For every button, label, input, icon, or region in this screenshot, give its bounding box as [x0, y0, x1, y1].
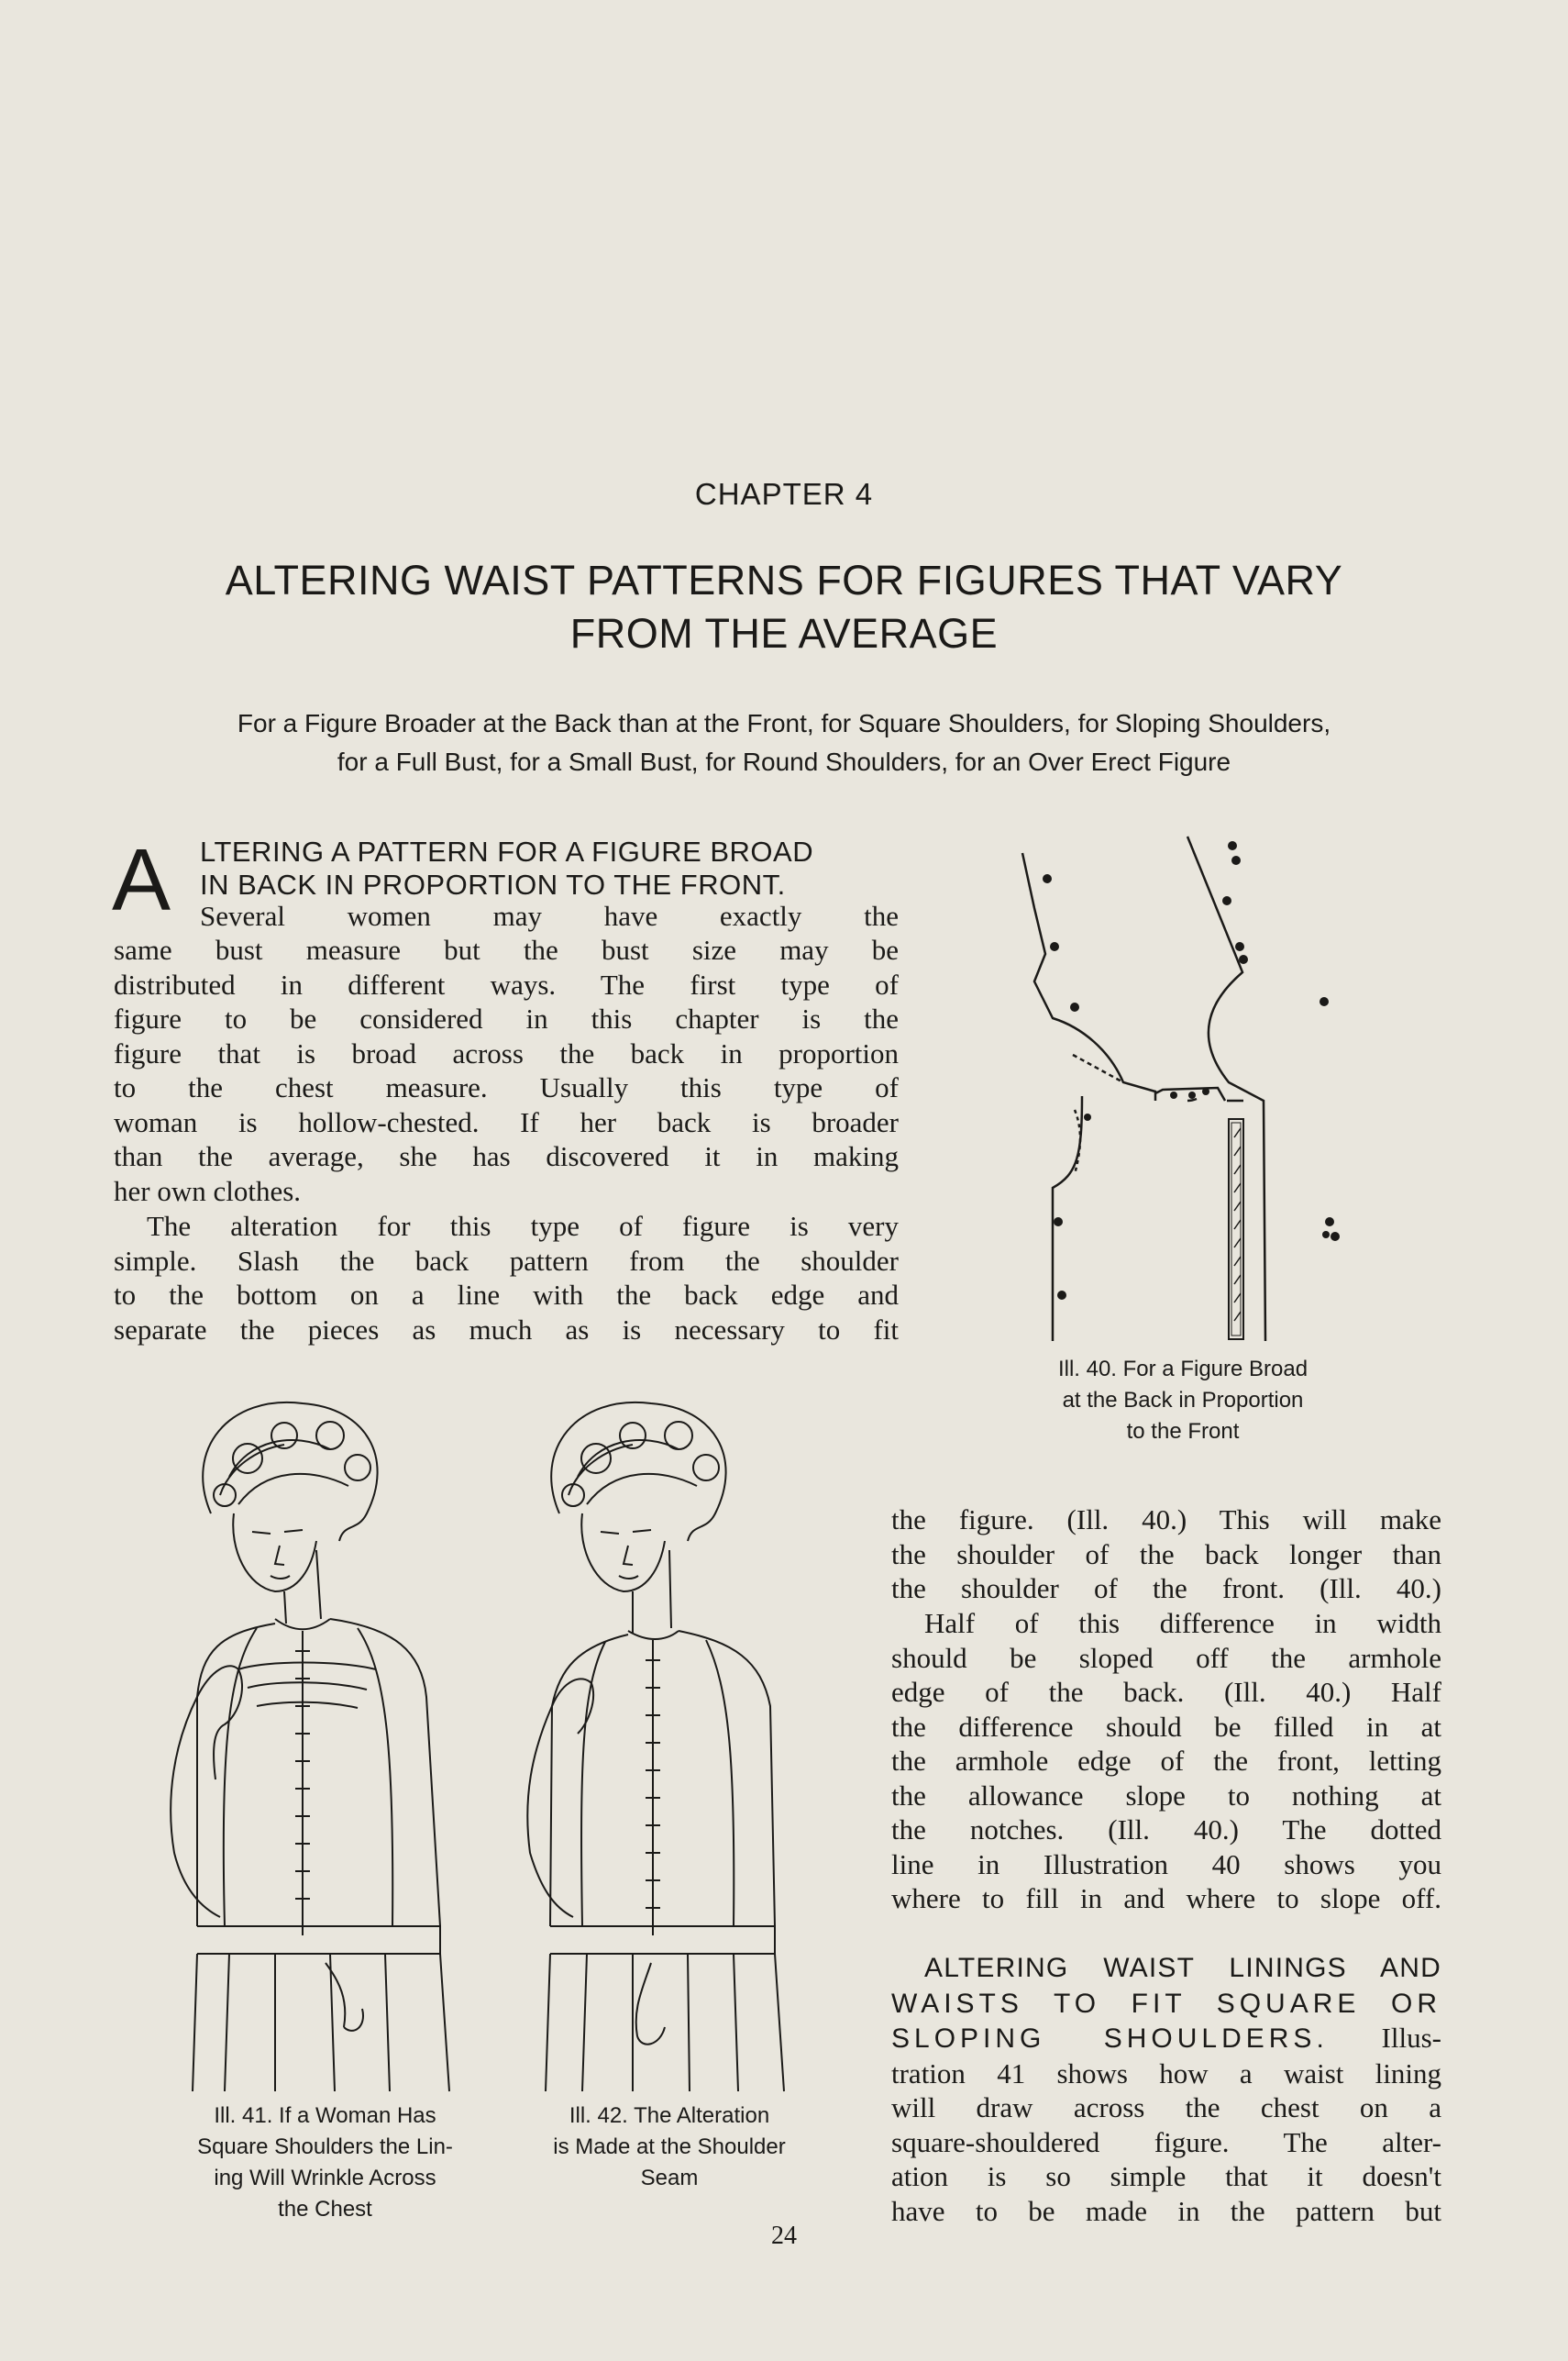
section-2-inline-text: Illus-: [1328, 2022, 1441, 2054]
paragraph-2: The alteration for this type of figure is very simple. Slash the back pattern from the shoulder to the bottom on a line with the back edge and separate the pieces as much as is necessary to fit: [114, 1210, 899, 1346]
ill-41-caption: Ill. 41. If a Woman Has Square Shoulders the Lin- ing Will Wrinkle Across the Chest: [197, 2103, 453, 2222]
right-column-paragraph-continued: the figure. (Ill. 40.) This will make the shoulder of the back longer than the shoulder of the front. (Ill. 40.): [891, 1503, 1441, 1604]
ill-41-woman-illustration: [147, 1394, 477, 2101]
ill-40-caption: Ill. 40. For a Figure Broad at the Back in Proportion to the Front: [1057, 1357, 1309, 1444]
chapter-title-line-2: FROM THE AVERAGE: [569, 610, 999, 657]
chapter-title-line-1: ALTERING WAIST PATTERNS FOR FIGURES THAT VARY: [225, 557, 1343, 604]
chapter-subtitle-line-2: for a Full Bust, for a Small Bust, for Round Shoulders, for an Over Erect Figure: [337, 748, 1231, 776]
chapter-subtitle-line-1: For a Figure Broader at the Back than at the Front, for Square Shoulders, for Sloping Shoulders,: [237, 709, 1331, 737]
ill-42-caption: Ill. 42. The Alteration is Made at the Shoulder Seam: [553, 2103, 786, 2190]
page-number: 24: [771, 2222, 797, 2250]
right-column-paragraph-3: Half of this difference in width should be sloped off the armhole edge of the back. (Ill. 40.) Half the difference should be filled in at the armhole edge of the front, letting the allowance slope to nothing at the notches. (Ill. 40.) The dotted line in Illustration 40 shows you where to fill in and where to slope off.: [891, 1607, 1441, 1914]
paragraph-1: same bust measure but the bust size may be distributed in different ways. The first type of figure to be considered in this chapter is the figure that is broad across the back in proportion to the chest measure. Usually this type of woman is hollow-chested. If her back is broader than the average, she has discovered it in making her own clothes.: [114, 934, 899, 1207]
paragraph-1-first-line: Several women may have exactly the: [200, 900, 899, 932]
chapter-heading: CHAPTER 4: [694, 477, 874, 511]
chapter-subtitle: [101, 704, 1467, 781]
section-2-heading-line-2: WAISTS TO FIT SQUARE OR: [891, 1988, 1441, 2019]
section-2-heading-line-1: ALTERING WAIST LININGS AND: [924, 1953, 1441, 1983]
section-2: ALTERING WAIST LININGS AND WAISTS TO FIT SQUARE OR SLOPING SHOULDERS. Illus- tration 41 shows how a waist lining will draw across the chest on a square-shouldered figure. The alter- ation is so simple that it doesn't have to be made in the pattern but: [891, 1953, 1441, 2227]
section-lead-line-1: LTERING A PATTERN FOR A FIGURE BROAD: [200, 836, 814, 868]
ill-40-pattern-diagram: [1009, 826, 1375, 1358]
chapter-title: [165, 554, 1403, 660]
drop-cap: A: [112, 831, 171, 929]
ill-42-woman-illustration: [495, 1394, 825, 2101]
section-2-heading-line-3: SLOPING SHOULDERS.: [891, 2023, 1329, 2054]
section-lead-line-2: IN BACK IN PROPORTION TO THE FRONT.: [200, 869, 786, 901]
